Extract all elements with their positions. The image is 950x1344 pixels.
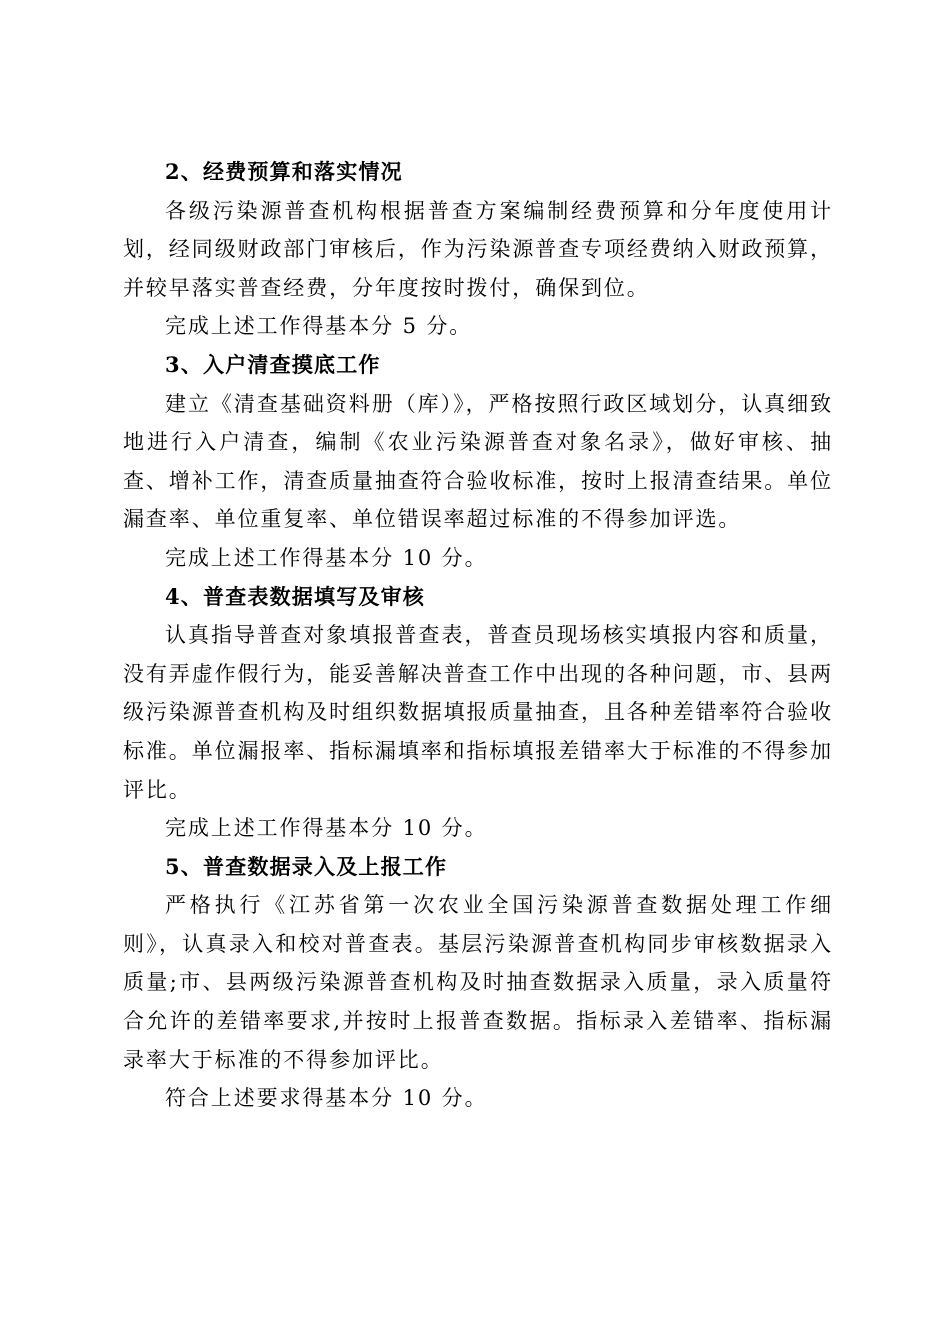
paragraph-form-review-body: 认真指导普查对象填报普查表，普查员现场核实填报内容和质量，没有弄虚作假行为，能妥善解决普查工作中出现的各种问题，市、县两级污染源普查机构及时组织数据填报质量抽查，且各种差错率符合验收标准。单位漏报率、指标漏填率和指标填报差错率大于标准的不得参加评比。 (123, 623, 833, 802)
section-heading-survey: 3、入户清查摸底工作 (165, 351, 381, 377)
paragraph-budget-body: 各级污染源普查机构根据普查方案编制经费预算和分年度使用计划，经同级财政部门审核后，作为污染源普查专项经费纳入财政预算，并较早落实普查经费，分年度按时拨付，确保到位。 (123, 198, 833, 300)
paragraph-data-entry-body: 严格执行《江苏省第一次农业全国污染源普查数据处理工作细则》，认真录入和校对普查表。基层污染源普查机构同步审核数据录入质量;市、县两级污染源普查机构及时抽查数据录入质量，录入质量符合允许的差错率要求,并按时上报普查数据。指标录入差错率、指标漏录率大于标准的不得参加评比。 (123, 893, 833, 1072)
paragraph-form-review-score: 完成上述工作得基本分 10 分。 (165, 816, 488, 841)
paragraph-budget-score: 完成上述工作得基本分 5 分。 (165, 314, 473, 339)
section-heading-data-entry: 5、普查数据录入及上报工作 (165, 853, 448, 879)
document-body (123, 153, 833, 1118)
paragraph-survey-score: 完成上述工作得基本分 10 分。 (165, 545, 488, 570)
paragraph-survey-body: 建立《清查基础资料册（库）》，严格按照行政区域划分，认真细致地进行入户清查，编制《农业污染源普查对象名录》，做好审核、抽查、增补工作，清查质量抽查符合验收标准，按时上报清查结果。单位漏查率、单位重复率、单位错误率超过标准的不得参加评选。 (123, 391, 833, 532)
paragraph-data-entry-score: 符合上述要求得基本分 10 分。 (165, 1086, 488, 1111)
section-heading-form-review: 4、普查表数据填写及审核 (165, 583, 426, 609)
section-heading-budget: 2、经费预算和落实情况 (165, 159, 403, 184)
